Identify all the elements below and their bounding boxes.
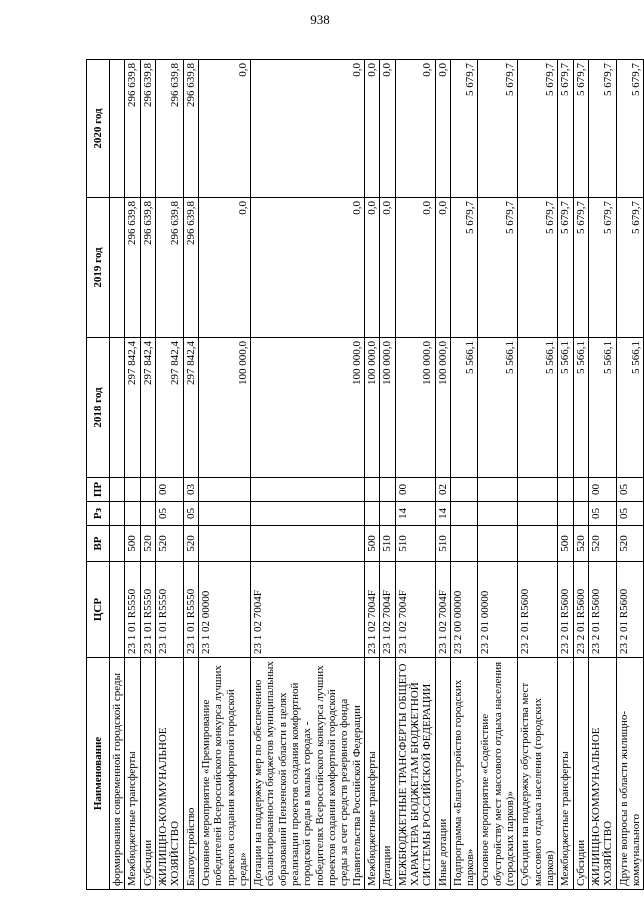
row-name: Благоустройство — [183, 658, 198, 890]
row-2019: 5 679,7 — [518, 198, 558, 338]
row-rz — [518, 502, 558, 526]
row-2018: 5 566,1 — [450, 338, 478, 478]
row-2020: 5 679,7 — [616, 60, 644, 198]
row-pr — [364, 478, 379, 502]
row-rz — [364, 502, 379, 526]
row-2020: 5 679,7 — [588, 60, 616, 198]
row-rz — [140, 502, 155, 526]
row-2019: 5 679,7 — [478, 198, 518, 338]
row-vr: 500 — [125, 526, 140, 562]
row-2019: 0,0 — [198, 198, 250, 338]
row-csr: 23 2 01 R5600 — [518, 562, 558, 658]
row-name: Основное мероприятие «Содействие обустройству мест массового отдыха населения (городских парков)» — [478, 658, 518, 890]
row-csr: 23 1 02 7004F — [435, 562, 450, 658]
row-csr: 23 1 02 7004F — [364, 562, 379, 658]
row-csr: 23 1 01 R5550 — [125, 562, 140, 658]
row-rz — [110, 502, 125, 526]
row-csr: 23 1 02 00000 — [198, 562, 250, 658]
row-2018: 5 566,1 — [616, 338, 644, 478]
row-rz — [558, 502, 573, 526]
row-name: Субсидии — [140, 658, 155, 890]
row-csr: 23 1 01 R5550 — [183, 562, 198, 658]
row-2020: 0,0 — [395, 60, 435, 198]
row-2018: 5 566,1 — [518, 338, 558, 478]
table-row — [588, 60, 616, 890]
table-row — [573, 60, 588, 890]
row-csr: 23 1 01 R5550 — [140, 562, 155, 658]
row-pr — [110, 478, 125, 502]
table-row — [435, 60, 450, 890]
row-2018: 297 842,4 — [140, 338, 155, 478]
row-pr — [450, 478, 478, 502]
table-row — [251, 60, 365, 890]
row-rz — [450, 502, 478, 526]
header-vr: ВР — [87, 526, 110, 562]
budget-table — [86, 59, 644, 890]
row-csr: 23 2 01 R5600 — [616, 562, 644, 658]
row-2018: 297 842,4 — [155, 338, 183, 478]
row-rz: 05 — [588, 502, 616, 526]
row-name: Субсидии на поддержку обустройства мест массового отдыха населения (городских парков) — [518, 658, 558, 890]
row-2019: 0,0 — [380, 198, 395, 338]
row-pr — [518, 478, 558, 502]
row-2020: 296 639,8 — [125, 60, 140, 198]
row-csr: 23 2 01 R5600 — [573, 562, 588, 658]
row-name: Дотации на поддержку мер по обеспечению сбалансированности бюджетов муниципальных образований Пензенской области в целях реализации проектов создания комфортной городской среды в малых городах - победителях Всероссийского конкурса лучших проектов создания комфортной городской среды за счет средств резервного фонда Правительства Российской Федерации — [251, 658, 365, 890]
row-name: Другие вопросы в области жилищно-коммунального — [616, 658, 644, 890]
row-2019: 296 639,8 — [140, 198, 155, 338]
row-csr: 23 1 02 7004F — [380, 562, 395, 658]
row-2020: 0,0 — [364, 60, 379, 198]
row-pr: 03 — [183, 478, 198, 502]
row-vr: 520 — [140, 526, 155, 562]
row-2020: 296 639,8 — [155, 60, 183, 198]
row-csr: 23 1 02 7004F — [395, 562, 435, 658]
row-2020: 5 679,7 — [518, 60, 558, 198]
row-pr — [140, 478, 155, 502]
row-pr — [380, 478, 395, 502]
row-2018: 5 566,1 — [573, 338, 588, 478]
row-2019: 5 679,7 — [616, 198, 644, 338]
rotated-table-area — [86, 60, 642, 890]
row-rz: 05 — [616, 502, 644, 526]
row-2020: 0,0 — [251, 60, 365, 198]
row-rz — [198, 502, 250, 526]
row-rz: 05 — [183, 502, 198, 526]
row-2020: 5 679,7 — [558, 60, 573, 198]
row-vr — [251, 526, 365, 562]
row-2019: 5 679,7 — [588, 198, 616, 338]
table-row — [478, 60, 518, 890]
row-pr — [478, 478, 518, 502]
row-2018: 100 000,0 — [364, 338, 379, 478]
row-2018: 100 000,0 — [435, 338, 450, 478]
row-pr — [573, 478, 588, 502]
row-vr — [110, 526, 125, 562]
row-2019: 5 679,7 — [558, 198, 573, 338]
page-number: 938 — [310, 12, 330, 27]
row-2019: 0,0 — [251, 198, 365, 338]
row-pr: 05 — [616, 478, 644, 502]
header-2018: 2018 год — [87, 338, 110, 478]
row-vr: 520 — [573, 526, 588, 562]
table-row — [616, 60, 644, 890]
row-rz — [573, 502, 588, 526]
row-rz: 14 — [395, 502, 435, 526]
row-vr — [478, 526, 518, 562]
row-2019: 0,0 — [435, 198, 450, 338]
row-rz: 14 — [435, 502, 450, 526]
row-2019: 296 639,8 — [125, 198, 140, 338]
row-vr: 510 — [395, 526, 435, 562]
row-2019: 0,0 — [395, 198, 435, 338]
row-vr: 510 — [380, 526, 395, 562]
row-name: формирования современной городской среды — [110, 658, 125, 890]
row-2018: 297 842,4 — [183, 338, 198, 478]
header-2019: 2019 год — [87, 198, 110, 338]
row-vr: 520 — [616, 526, 644, 562]
header-pr: ПР — [87, 478, 110, 502]
row-name: ЖИЛИЩНО-КОММУНАЛЬНОЕ ХОЗЯЙСТВО — [155, 658, 183, 890]
row-2020 — [110, 60, 125, 198]
row-2020: 296 639,8 — [140, 60, 155, 198]
row-vr — [450, 526, 478, 562]
table-body — [110, 60, 644, 890]
table-row — [380, 60, 395, 890]
table-row — [558, 60, 573, 890]
table-row — [110, 60, 125, 890]
header-2020: 2020 год — [87, 60, 110, 198]
row-vr — [198, 526, 250, 562]
row-name: Межбюджетные трансферты — [364, 658, 379, 890]
row-name: Подпрограмма «Благоустройство городских парков» — [450, 658, 478, 890]
row-2018: 100 000,0 — [380, 338, 395, 478]
row-csr: 23 2 01 R5600 — [588, 562, 616, 658]
row-2018: 100 000,0 — [251, 338, 365, 478]
row-csr: 23 2 00 00000 — [450, 562, 478, 658]
row-vr: 500 — [558, 526, 573, 562]
row-pr: 00 — [395, 478, 435, 502]
row-2018 — [110, 338, 125, 478]
row-pr: 00 — [588, 478, 616, 502]
row-pr: 02 — [435, 478, 450, 502]
row-rz: 05 — [155, 502, 183, 526]
row-2020: 5 679,7 — [450, 60, 478, 198]
row-name: Межбюджетные трансферты — [125, 658, 140, 890]
row-2018: 5 566,1 — [588, 338, 616, 478]
row-name: МЕЖБЮДЖЕТНЫЕ ТРАНСФЕРТЫ ОБЩЕГО ХАРАКТЕРА БЮДЖЕТАМ БЮДЖЕТНОЙ СИСТЕМЫ РОССИЙСКОЙ ФЕДЕРАЦИИ — [395, 658, 435, 890]
row-2020: 0,0 — [198, 60, 250, 198]
table-row — [183, 60, 198, 890]
table-row — [155, 60, 183, 890]
row-csr: 23 2 01 R5600 — [558, 562, 573, 658]
table-row — [125, 60, 140, 890]
header-name: Наименование — [87, 658, 110, 890]
row-pr — [251, 478, 365, 502]
row-name: ЖИЛИЩНО-КОММУНАЛЬНОЕ ХОЗЯЙСТВО — [588, 658, 616, 890]
row-name: Межбюджетные трансферты — [558, 658, 573, 890]
row-vr: 510 — [435, 526, 450, 562]
row-name: Иные дотации — [435, 658, 450, 890]
row-2020: 296 639,8 — [183, 60, 198, 198]
row-2019: 296 639,8 — [155, 198, 183, 338]
row-name: Основное мероприятие «Премирование победителей Всероссийского конкурса лучших проектов создания комфортной городской среды» — [198, 658, 250, 890]
row-csr: 23 1 01 R5550 — [155, 562, 183, 658]
header-rz: Рз — [87, 502, 110, 526]
row-2019: 5 679,7 — [573, 198, 588, 338]
row-rz — [251, 502, 365, 526]
row-2018: 5 566,1 — [558, 338, 573, 478]
row-csr — [110, 562, 125, 658]
row-rz — [125, 502, 140, 526]
row-vr: 520 — [588, 526, 616, 562]
row-2019: 5 679,7 — [450, 198, 478, 338]
row-2018: 5 566,1 — [478, 338, 518, 478]
row-2018: 297 842,4 — [125, 338, 140, 478]
row-2018: 100 000,0 — [198, 338, 250, 478]
row-vr: 520 — [183, 526, 198, 562]
row-pr — [558, 478, 573, 502]
row-2018: 100 000,0 — [395, 338, 435, 478]
row-vr — [518, 526, 558, 562]
table-row — [395, 60, 435, 890]
row-csr: 23 2 01 00000 — [478, 562, 518, 658]
row-name: Дотации — [380, 658, 395, 890]
row-vr: 500 — [364, 526, 379, 562]
rotated-table-wrapper — [86, 60, 642, 890]
table-row — [198, 60, 250, 890]
row-pr: 00 — [155, 478, 183, 502]
row-2019: 0,0 — [364, 198, 379, 338]
row-pr — [125, 478, 140, 502]
row-rz — [380, 502, 395, 526]
row-2020: 5 679,7 — [573, 60, 588, 198]
row-2020: 0,0 — [380, 60, 395, 198]
table-row — [450, 60, 478, 890]
row-pr — [198, 478, 250, 502]
row-vr: 520 — [155, 526, 183, 562]
table-row — [518, 60, 558, 890]
row-csr: 23 1 02 7004F — [251, 562, 365, 658]
row-2020: 0,0 — [435, 60, 450, 198]
table-header-row — [87, 60, 110, 890]
row-rz — [478, 502, 518, 526]
row-2020: 5 679,7 — [478, 60, 518, 198]
table-row — [140, 60, 155, 890]
header-csr: ЦСР — [87, 562, 110, 658]
row-2019 — [110, 198, 125, 338]
row-name: Субсидии — [573, 658, 588, 890]
row-2019: 296 639,8 — [183, 198, 198, 338]
table-row — [364, 60, 379, 890]
